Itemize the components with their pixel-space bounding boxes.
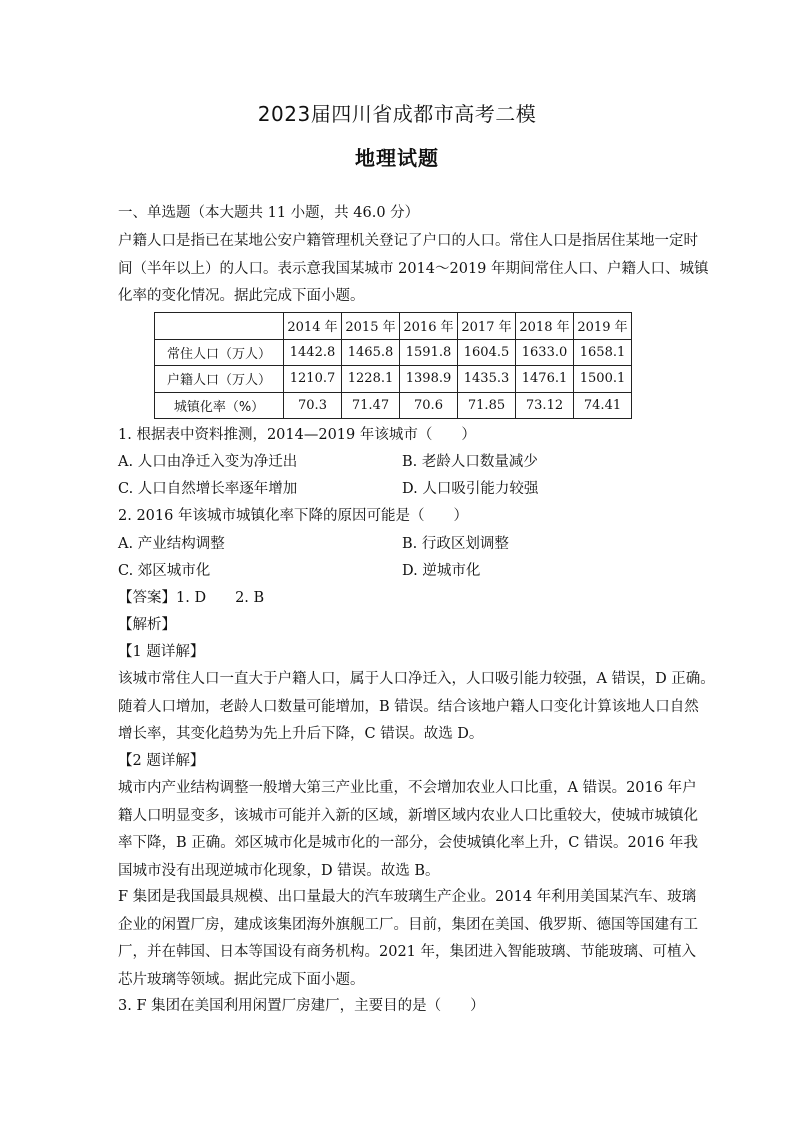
table-cell: 70.3 — [284, 392, 342, 419]
document-title: 2023届四川省成都市高考二模 — [257, 102, 537, 126]
detail2-line: 籍人口明显变多，该城市可能并入新的区域，新增区域内农业人口比重较大，使城市城镇化 — [118, 807, 698, 824]
table-row — [155, 366, 632, 393]
section-heading: 一、单选题（本大题共 11 小题，共 46.0 分） — [118, 205, 420, 221]
detail-1-heading: 【1 题详解】 — [118, 644, 205, 660]
intro2-line: 芯片玻璃等领域。据此完成下面小题。 — [118, 971, 365, 988]
table-cell: 1465.8 — [342, 339, 400, 366]
table-header-cell: 2016 年 — [400, 313, 458, 340]
table-header-cell: 2015 年 — [342, 313, 400, 340]
question-1-option-b: B. 老龄人口数量减少 — [402, 454, 538, 470]
detail2-line: 国城市没有出现逆城市化现象，D 错误。故选 B。 — [118, 862, 440, 879]
table-header-cell: 2014 年 — [284, 313, 342, 340]
intro1-line: 化率的变化情况。据此完成下面小题。 — [118, 288, 365, 304]
table-cell: 74.41 — [574, 392, 632, 419]
detail2-line: 率下降，B 正确。郊区城市化是城市化的一部分，会使城镇化率上升，C 错误。2016 年我 — [118, 835, 698, 851]
table-cell: 1591.8 — [400, 339, 458, 366]
intro1-line: 间（半年以上）的人口。表示意我国某城市 2014～2019 年期间常住人口、户籍人口、城镇 — [118, 260, 709, 277]
table-cell: 1398.9 — [400, 366, 458, 393]
detail-2-paragraph — [118, 775, 698, 885]
question-2-option-a: A. 产业结构调整 — [118, 536, 225, 552]
question-1-option-c: C. 人口自然增长率逐年增加 — [118, 481, 298, 497]
detail-1-paragraph — [118, 666, 715, 749]
intro1-line: 户籍人口是指已在某地公安户籍管理机关登记了户口的人口。常住人口是指居住某地一定时 — [118, 233, 698, 249]
question-2-option-d: D. 逆城市化 — [402, 563, 481, 579]
table-cell: 1210.7 — [284, 366, 342, 393]
table-cell: 71.85 — [458, 392, 516, 419]
detail1-line: 该城市常住人口一直大于户籍人口，属于人口净迁入，人口吸引能力较强，A 错误，D 正确。 — [118, 671, 715, 687]
table-cell: 73.12 — [516, 392, 574, 419]
question-2-option-b: B. 行政区划调整 — [402, 536, 509, 552]
table-header-cell — [155, 313, 284, 340]
detail1-line: 增长率，其变化趋势为先上升后下降，C 错误。故选 D。 — [118, 726, 484, 742]
detail-2-heading: 【2 题详解】 — [118, 753, 205, 769]
answer-line: 【答案】1. D 2. B — [118, 590, 265, 606]
question-2-option-c: C. 郊区城市化 — [118, 563, 211, 579]
table-cell: 1442.8 — [284, 339, 342, 366]
table-cell: 1228.1 — [342, 366, 400, 393]
analysis-heading: 【解析】 — [118, 617, 176, 633]
document-subtitle: 地理试题 — [355, 146, 439, 170]
detail1-line: 随着人口增加，老龄人口数量可能增加，B 错误。结合该地户籍人口变化计算该地人口自然 — [118, 698, 699, 715]
question-1-stem: 1. 根据表中资料推测，2014—2019 年该城市（ ） — [118, 427, 476, 443]
intro-paragraph-1 — [118, 228, 709, 311]
question-1-option-d: D. 人口吸引能力较强 — [402, 481, 539, 497]
population-table — [154, 312, 632, 419]
table-row — [155, 339, 632, 366]
intro-paragraph-2 — [118, 884, 698, 994]
table-cell: 1604.5 — [458, 339, 516, 366]
table-row-label: 常住人口（万人） — [155, 339, 284, 366]
table-row-label: 城镇化率（%） — [155, 392, 284, 419]
intro2-line: F 集团是我国最具规模、出口量最大的汽车玻璃生产企业。2014 年利用美国某汽车、玻璃 — [118, 889, 697, 905]
table-header-row — [155, 313, 632, 340]
table-cell: 70.6 — [400, 392, 458, 419]
table-cell: 1476.1 — [516, 366, 574, 393]
table-cell: 1435.3 — [458, 366, 516, 393]
intro2-line: 企业的闲置厂房，建成该集团海外旗舰工厂。目前，集团在美国、俄罗斯、德国等国建有工 — [118, 916, 698, 933]
table-row-label: 户籍人口（万人） — [155, 366, 284, 393]
question-3-stem: 3. F 集团在美国利用闲置厂房建厂，主要目的是（ ） — [118, 998, 485, 1014]
table-row — [155, 392, 632, 419]
question-2-stem: 2. 2016 年该城市城镇化率下降的原因可能是（ ） — [118, 508, 468, 524]
table-header-cell: 2017 年 — [458, 313, 516, 340]
table-header-cell: 2019 年 — [574, 313, 632, 340]
table-cell: 1658.1 — [574, 339, 632, 366]
table-cell: 71.47 — [342, 392, 400, 419]
intro2-line: 厂，并在韩国、日本等国设有商务机构。2021 年，集团进入智能玻璃、节能玻璃、可植入 — [118, 944, 697, 960]
table-header-cell: 2018 年 — [516, 313, 574, 340]
table-cell: 1500.1 — [574, 366, 632, 393]
detail2-line: 城市内产业结构调整一般增大第三产业比重，不会增加农业人口比重，A 错误。2016 年户 — [118, 780, 697, 796]
question-1-option-a: A. 人口由净迁入变为净迁出 — [118, 454, 298, 470]
table-cell: 1633.0 — [516, 339, 574, 366]
